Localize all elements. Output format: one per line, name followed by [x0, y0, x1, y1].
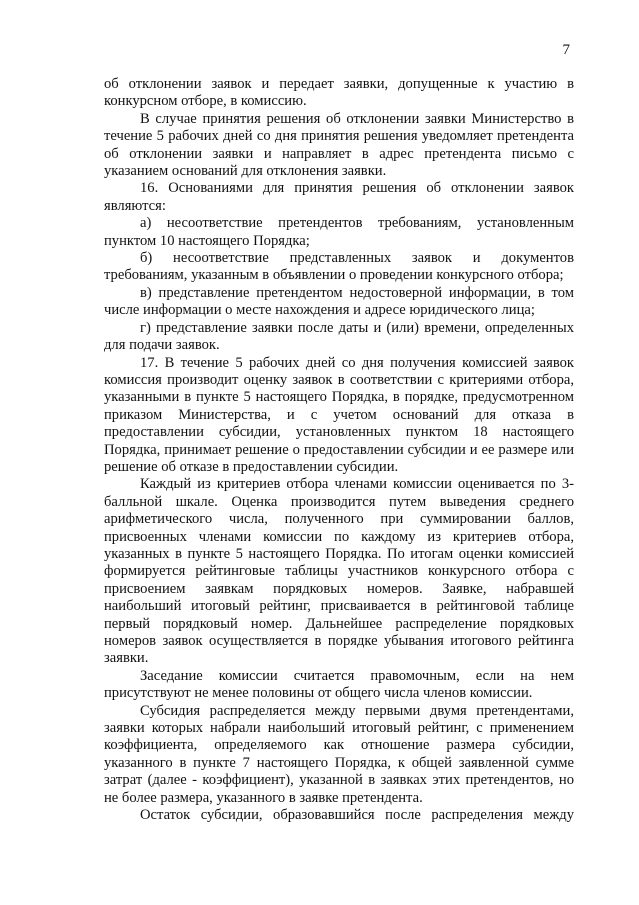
list-item-v: в) представление претендентом недостоверной информации, в том числе информации о месте нахождения и адресе юридического лица; [104, 284, 574, 319]
paragraph-rejection-notice: В случае принятия решения об отклонении заявки Министерство в течение 5 рабочих дней со дня принятия решения уведомляет претендента об отклонении заявки и направляет в адрес претендента письмо с указанием оснований для отклонения заявки. [104, 110, 574, 180]
paragraph-continuation: об отклонении заявок и передает заявки, допущенные к участию в конкурсном отборе, в комиссию. [104, 76, 574, 110]
paragraph-clause-17: 17. В течение 5 рабочих дней со дня получения комиссией заявок комиссия производит оценку заявок в соответствии с критериями отбора, указанными в пункте 5 настоящего Порядка, в порядке, предусмотренном приказом Министерства, и с учетом оснований для отказа в предоставлении субсидии, установленных пунктом 18 настоящего Порядка, принимает решение о предоставлении субсидии и ее размере или решение об отказе в предоставлении субсидии. [104, 354, 574, 475]
paragraph-clause-16: 16. Основаниями для принятия решения об отклонении заявок являются: [104, 180, 574, 214]
list-item-g: г) представление заявки после даты и (или) времени, определенных для подачи заявок. [104, 319, 574, 354]
list-item-a: а) несоответствие претендентов требованиям, установленным пунктом 10 настоящего Порядка; [104, 215, 574, 249]
document-body [104, 76, 574, 824]
paragraph-distribution: Субсидия распределяется между первыми двумя претендентами, заявки которых набрали наибольший итоговый рейтинг, с применением коэффициента, определяемого как отношение размера субсидии, указанного в пункте 7 настоящего Порядка, к общей заявленной сумме затрат (далее - коэффициент), указанной в заявках этих претендентов, но не более размера, указанного в заявке претендента. [104, 702, 574, 806]
paragraph-quorum: Заседание комиссии считается правомочным, если на нем присутствуют не менее половины от общего числа членов комиссии. [104, 667, 574, 702]
paragraph-scoring: Каждый из критериев отбора членами комиссии оценивается по 3-балльной шкале. Оценка производится путем выведения среднего арифметического числа, полученного при суммировании баллов, присвоенных членами комиссии по каждому из критериев отбора, указанных в пункте 5 настоящего Порядка. По итогам оценки комиссией формируется рейтинговые таблицы участников конкурсного отбора с присвоением заявкам порядковых номеров. Заявке, набравшей наибольший итоговый рейтинг, присваивается в рейтинговой таблице первый порядковый номер. Дальнейшее распределение порядковых номеров заявок осуществляется в порядке убывания итогового рейтинга заявки. [104, 476, 574, 667]
list-item-b: б) несоответствие представленных заявок и документов требованиям, указанным в объявлении о проведении конкурсного отбора; [104, 250, 574, 284]
paragraph-remainder: Остаток субсидии, образовавшийся после распределения между [140, 807, 574, 824]
page-number: 7 [562, 42, 570, 58]
